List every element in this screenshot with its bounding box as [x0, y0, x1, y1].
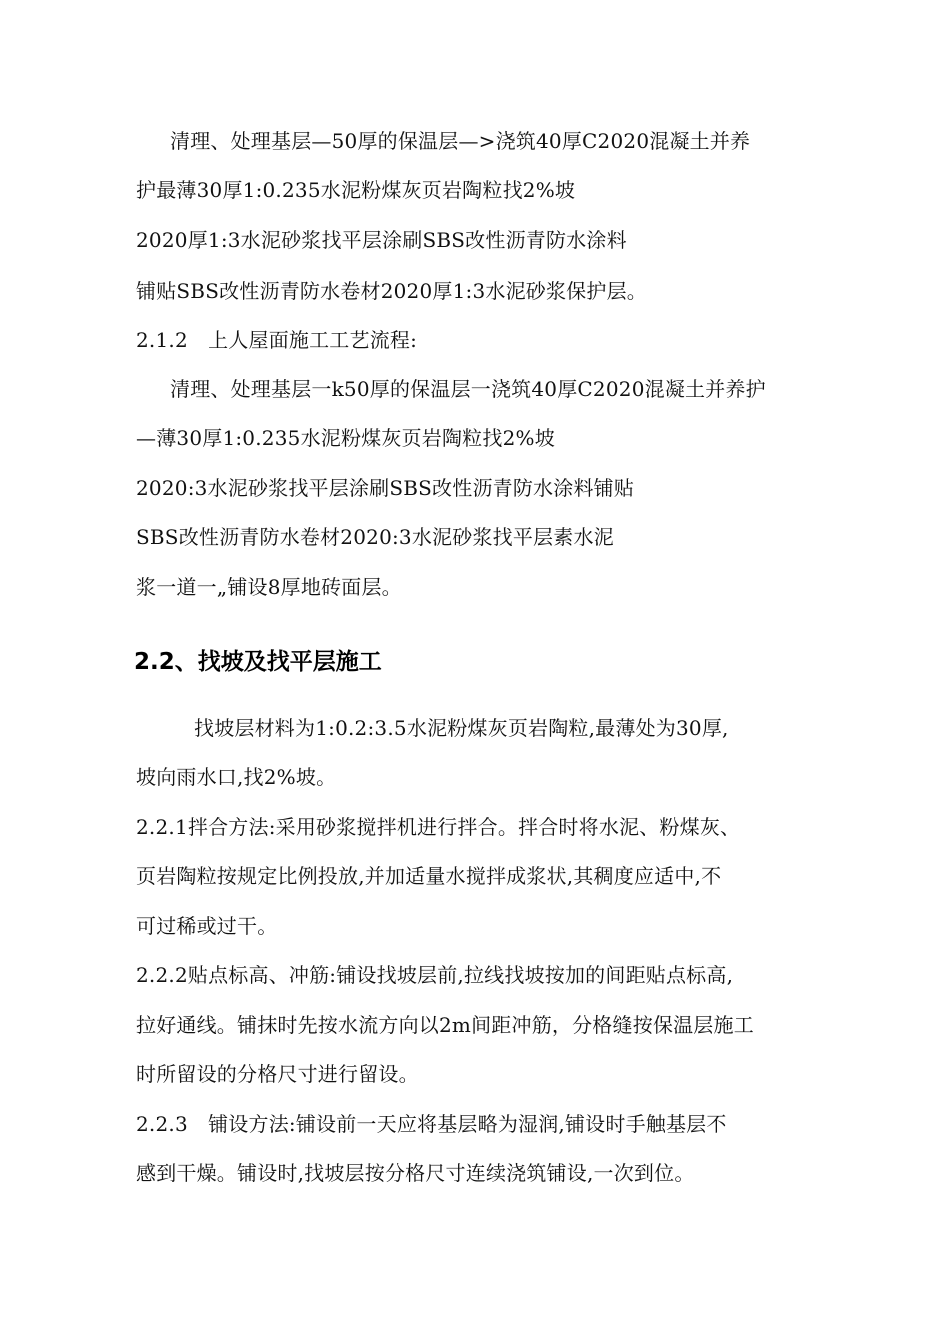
paragraph-line: 2020厚1:3水泥砂浆找平层涂刷SBS改性沥青防水涂料: [136, 228, 627, 252]
paragraph-line: 清理、处理基层—50厚的保温层—>浇筑40厚C2020混凝土并养: [170, 129, 751, 153]
paragraph-line: 感到干燥。铺设时,找坡层按分格尺寸连续浇筑铺设,一次到位。: [136, 1161, 695, 1185]
paragraph-line: 时所留设的分格尺寸进行留设。: [136, 1062, 419, 1086]
paragraph-line: 找坡层材料为1:0.2:3.5水泥粉煤灰页岩陶粒,最薄处为30厚,: [194, 716, 729, 740]
paragraph-line: 2.2.2贴点标高、冲筋:铺设找坡层前,拉线找坡按加的间距贴点标高,: [136, 963, 734, 987]
subsection-title: 2.1.2 上人屋面施工工艺流程:: [136, 328, 418, 352]
paragraph-line: 可过稀或过干。: [136, 914, 278, 938]
paragraph-line: 拉好通线。铺抹时先按水流方向以2m间距冲筋，分格缝按保温层施工: [136, 1013, 754, 1037]
paragraph-line: 护最薄30厚1:0.235水泥粉煤灰页岩陶粒找2%坡: [136, 178, 576, 202]
paragraph-line: 铺贴SBS改性沥青防水卷材2020厚1:3水泥砂浆保护层。: [136, 279, 647, 303]
section-heading: 2.2、找坡及找平层施工: [134, 649, 382, 675]
paragraph-line: 坡向雨水口,找2%坡。: [136, 765, 337, 789]
paragraph-line: 清理、处理基层一k50厚的保温层一浇筑40厚C2020混凝土并养护: [170, 377, 766, 401]
paragraph-line: 页岩陶粒按规定比例投放,并加适量水搅拌成浆状,其稠度应适中,不: [136, 864, 722, 888]
paragraph-line: 2.2.1拌合方法:采用砂浆搅拌机进行拌合。拌合时将水泥、粉煤灰、: [136, 815, 741, 839]
paragraph-line: 浆一道一„铺设8厚地砖面层。: [136, 575, 402, 599]
paragraph-line: 2020:3水泥砂浆找平层涂刷SBS改性沥青防水涂料铺贴: [136, 476, 635, 500]
paragraph-line: SBS改性沥青防水卷材2020:3水泥砂浆找平层素水泥: [136, 525, 614, 549]
paragraph-line: —薄30厚1:0.235水泥粉煤灰页岩陶粒找2%坡: [136, 426, 555, 450]
paragraph-line: 2.2.3 铺设方法:铺设前一天应将基层略为湿润,铺设时手触基层不: [136, 1112, 727, 1136]
